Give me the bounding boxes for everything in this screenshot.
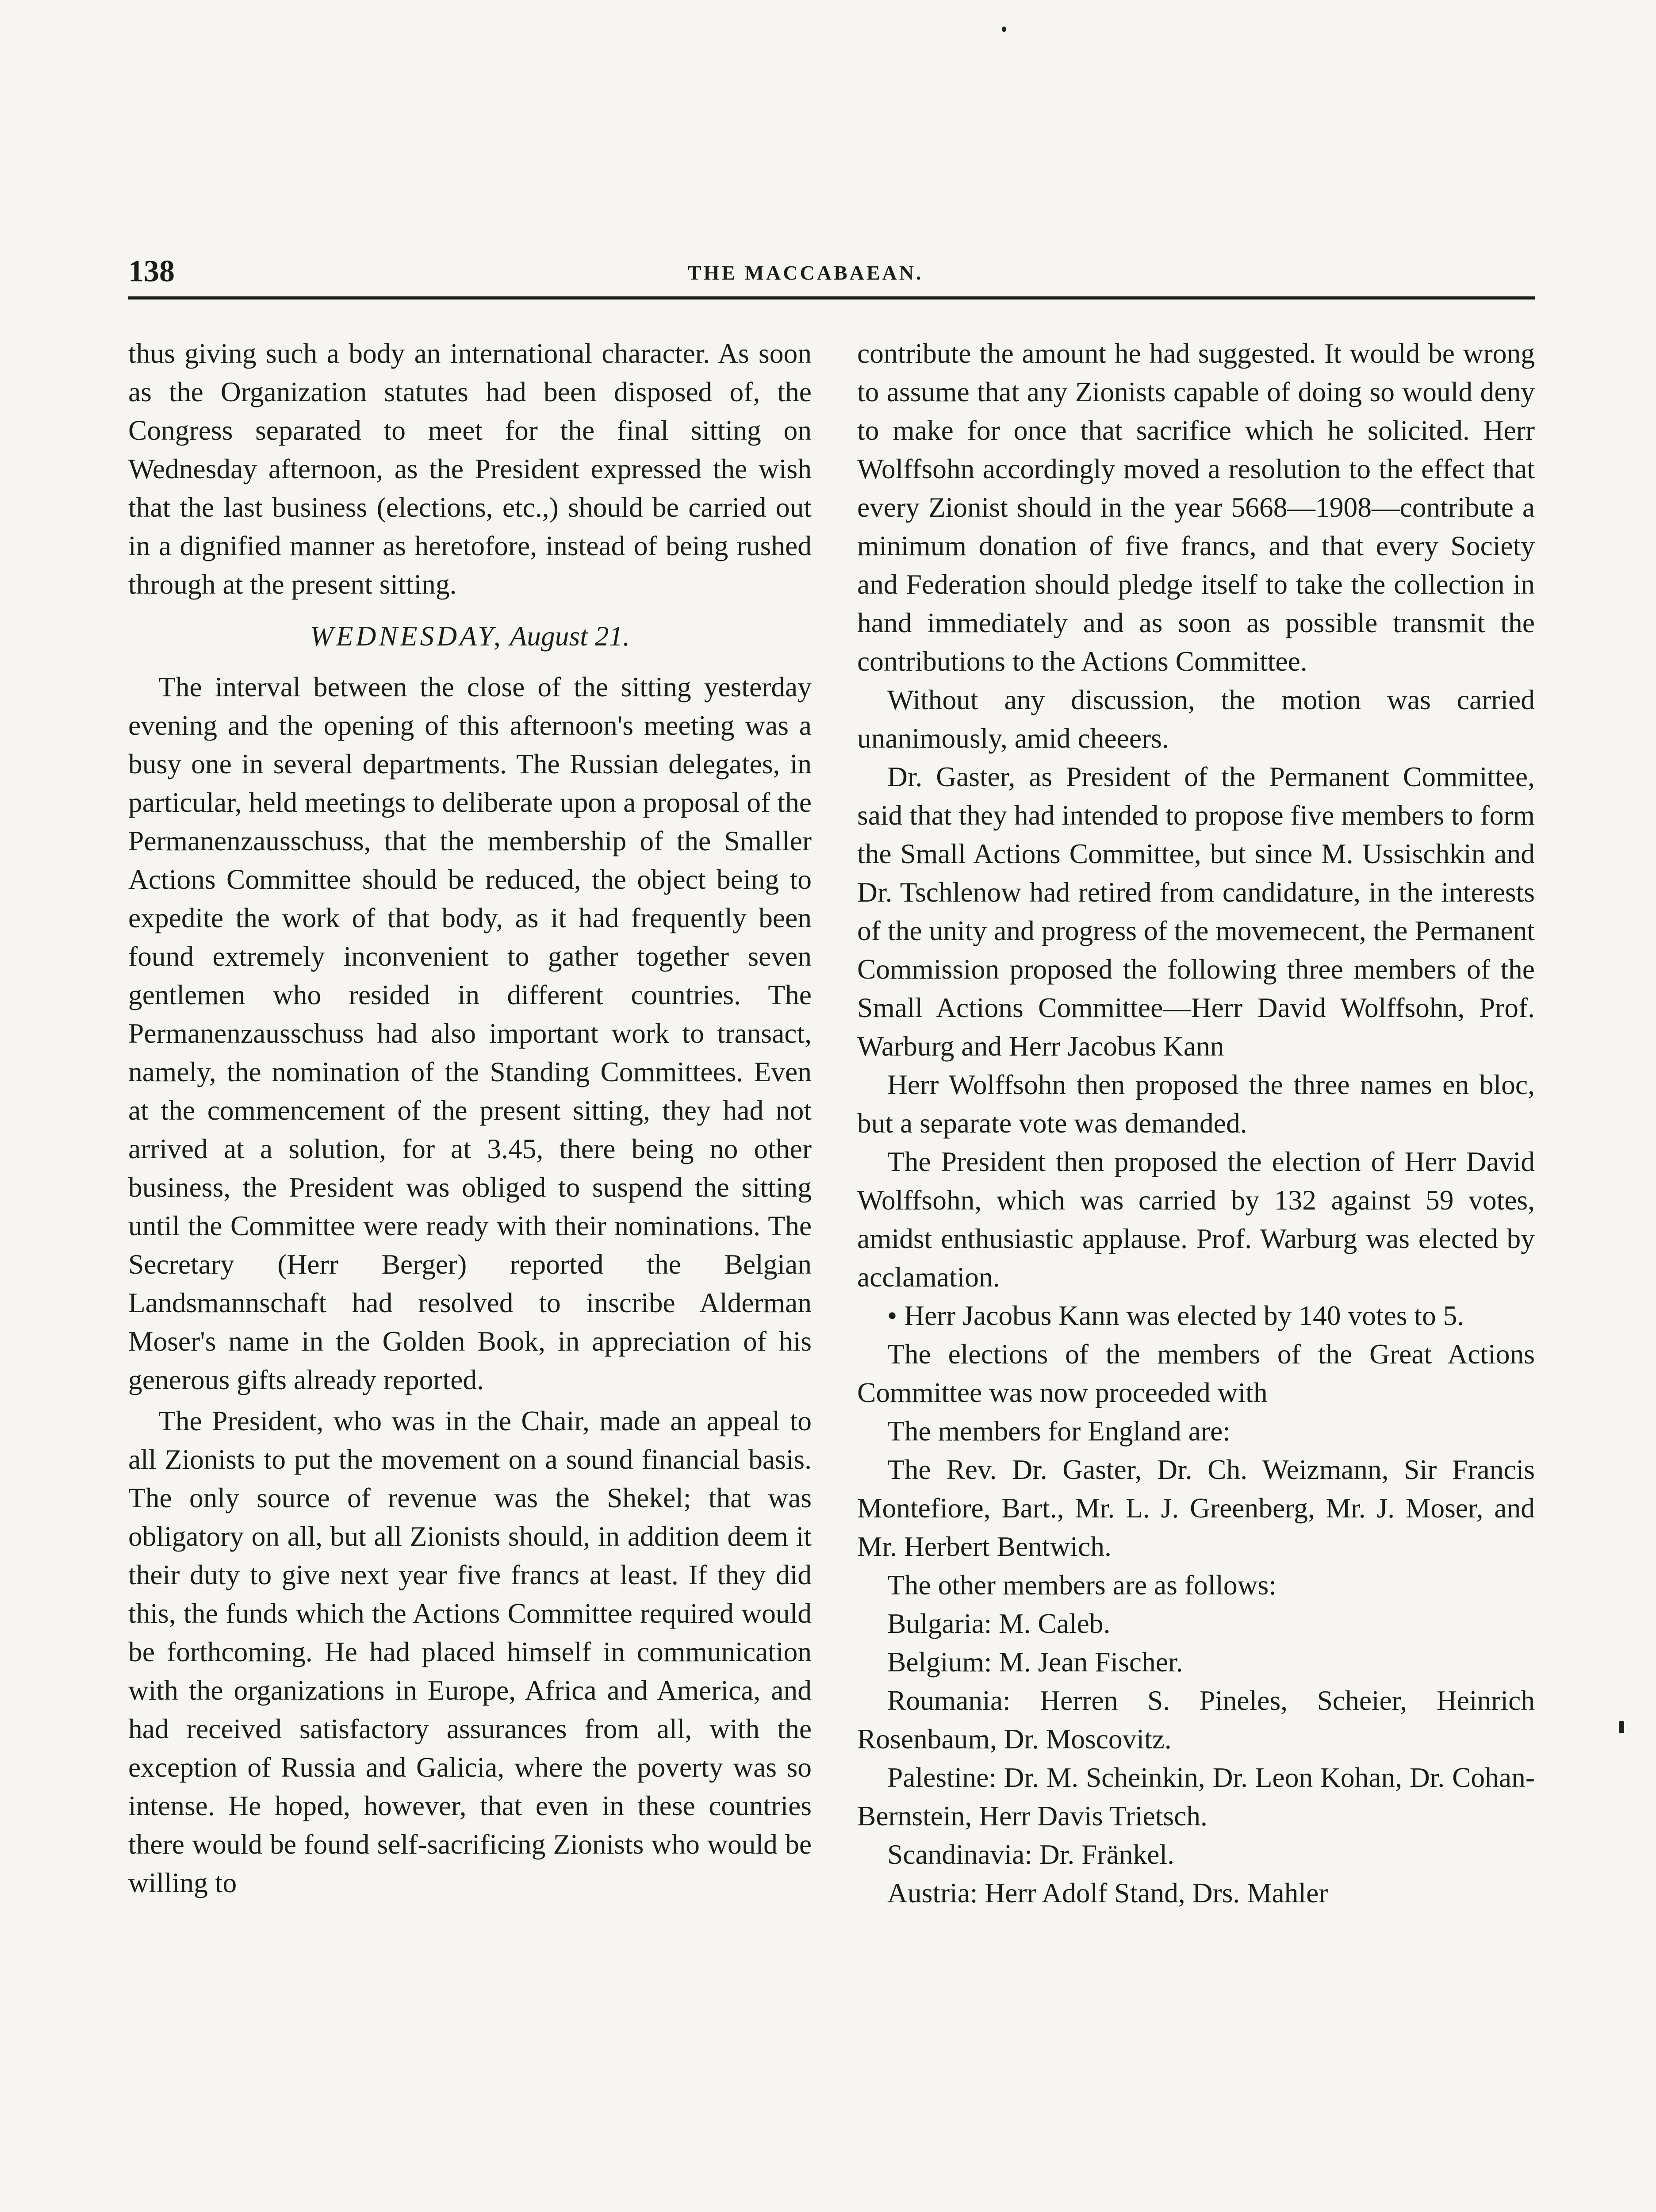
left-column <box>128 334 812 1902</box>
running-title: THE MACCABAEAN. <box>688 261 924 284</box>
paragraph: The President then proposed the election of Herr David Wolffsohn, which was carried by 132 against 59 votes, amidst enthusiastic applause. Prof. Warburg was elected by acclamation. <box>857 1146 1535 1293</box>
paragraph: contribute the amount he had suggested. It would be wrong to assume that any Zionists capable of doing so would deny to make for once that sacrifice which he solicited. Herr Wolffsohn accordingly moved a resolution to the effect that every Zionist should in the year 5668—1908—contribute a minimum donation of five francs, and that every Society and Federation should pledge itself to take the collection in hand immediately and as soon as possible transmit the contributions to the Actions Committee. <box>857 338 1535 677</box>
member-list-bulgaria: Bulgaria: M. Caleb. <box>887 1608 1111 1639</box>
paragraph: The members for England are: <box>887 1415 1230 1447</box>
paragraph: The other members are as follows: <box>887 1569 1276 1601</box>
paragraph: The President, who was in the Chair, made an appeal to all Zionists to put the movement on a sound financial basis. The only source of revenue was the Shekel; that was obligatory on all, but all Zionists should, in addition deem it their duty to give next year five francs at least. If they did this, the funds which the Actions Committee required would be forthcoming. He had placed himself in communication with the organizations in Europe, Africa and America, and had received satisfactory assurances from all, with the exception of Russia and Galicia, where the poverty was so intense. He hoped, however, that even in these countries there would be found self-sacrificing Zionists who would be willing to <box>128 1405 812 1898</box>
scan-speck <box>1619 1721 1624 1733</box>
paragraph: The elections of the members of the Great Actions Committee was now proceeded with <box>857 1338 1535 1408</box>
paragraph: thus giving such a body an international character. As soon as the Organization statutes had been disposed of, the Congress separated to meet for the final sitting on Wednesday afternoon, as the President expressed the wish that the last business (elections, etc.,) should be carried out in a dignified manner as heretofore, instead of being rushed through at the present sitting. <box>128 338 812 600</box>
page-header <box>128 248 1535 300</box>
page-number: 138 <box>128 254 175 288</box>
member-list-roumania: Roumania: Herren S. Pineles, Scheier, Heinrich Rosenbaum, Dr. Moscovitz. <box>857 1685 1535 1755</box>
scan-speck <box>1002 27 1006 32</box>
member-list-palestine: Palestine: Dr. M. Scheinkin, Dr. Leon Kohan, Dr. Cohan-Bernstein, Herr Davis Trietsch. <box>857 1762 1535 1832</box>
paragraph: Without any discussion, the motion was carried unanimously, amid cheeers. <box>857 684 1535 754</box>
paragraph: Herr Wolffsohn then proposed the three names en bloc, but a separate vote was demanded. <box>857 1069 1535 1139</box>
member-list-scandinavia: Scandinavia: Dr. Fränkel. <box>887 1839 1174 1870</box>
paragraph: • Herr Jacobus Kann was elected by 140 votes to 5. <box>887 1300 1464 1331</box>
date-heading-date: August 21. <box>510 620 630 652</box>
paragraph: Dr. Gaster, as President of the Permanent Committee, said that they had intended to propose five members to form the Small Actions Committee, but since M. Ussischkin and Dr. Tschlenow had retired from candidature, in the interests of the unity and progress of the movemecent, the Permanent Commission proposed the following three members of the Small Actions Committee—Herr David Wolffsohn, Prof. Warburg and Herr Jacobus Kann <box>857 761 1535 1062</box>
member-list-austria: Austria: Herr Adolf Stand, Drs. Mahler <box>887 1877 1328 1909</box>
member-list-belgium: Belgium: M. Jean Fischer. <box>887 1646 1183 1678</box>
date-heading <box>128 617 812 655</box>
date-heading-day: WEDNESDAY, <box>310 620 503 652</box>
paragraph: The interval between the close of the sitting yesterday evening and the opening of this afternoon's meeting was a busy one in several departments. The Russian delegates, in particular, held meetings to deliberate upon a proposal of the Permanenzausschuss, that the membership of the Smaller Actions Committee should be reduced, the object being to expedite the work of that body, as it had frequently been found extremely inconvenient to gather together seven gentlemen who resided in different countries. The Permanenzausschuss had also important work to transact, namely, the nomination of the Standing Committees. Even at the commencement of the present sitting, they had not arrived at a solution, for at 3.45, there being no other business, the President was obliged to suspend the sitting until the Committee were ready with their nominations. The Secretary (Herr Berger) reported the Belgian Landsmannschaft had resolved to inscribe Alderman Moser's name in the Golden Book, in appreciation of his generous gifts already reported. <box>128 671 812 1395</box>
right-column <box>857 334 1535 1912</box>
paragraph: The Rev. Dr. Gaster, Dr. Ch. Weizmann, Sir Francis Montefiore, Bart., Mr. L. J. Greenberg, Mr. J. Moser, and Mr. Herbert Bentwich. <box>857 1454 1535 1562</box>
